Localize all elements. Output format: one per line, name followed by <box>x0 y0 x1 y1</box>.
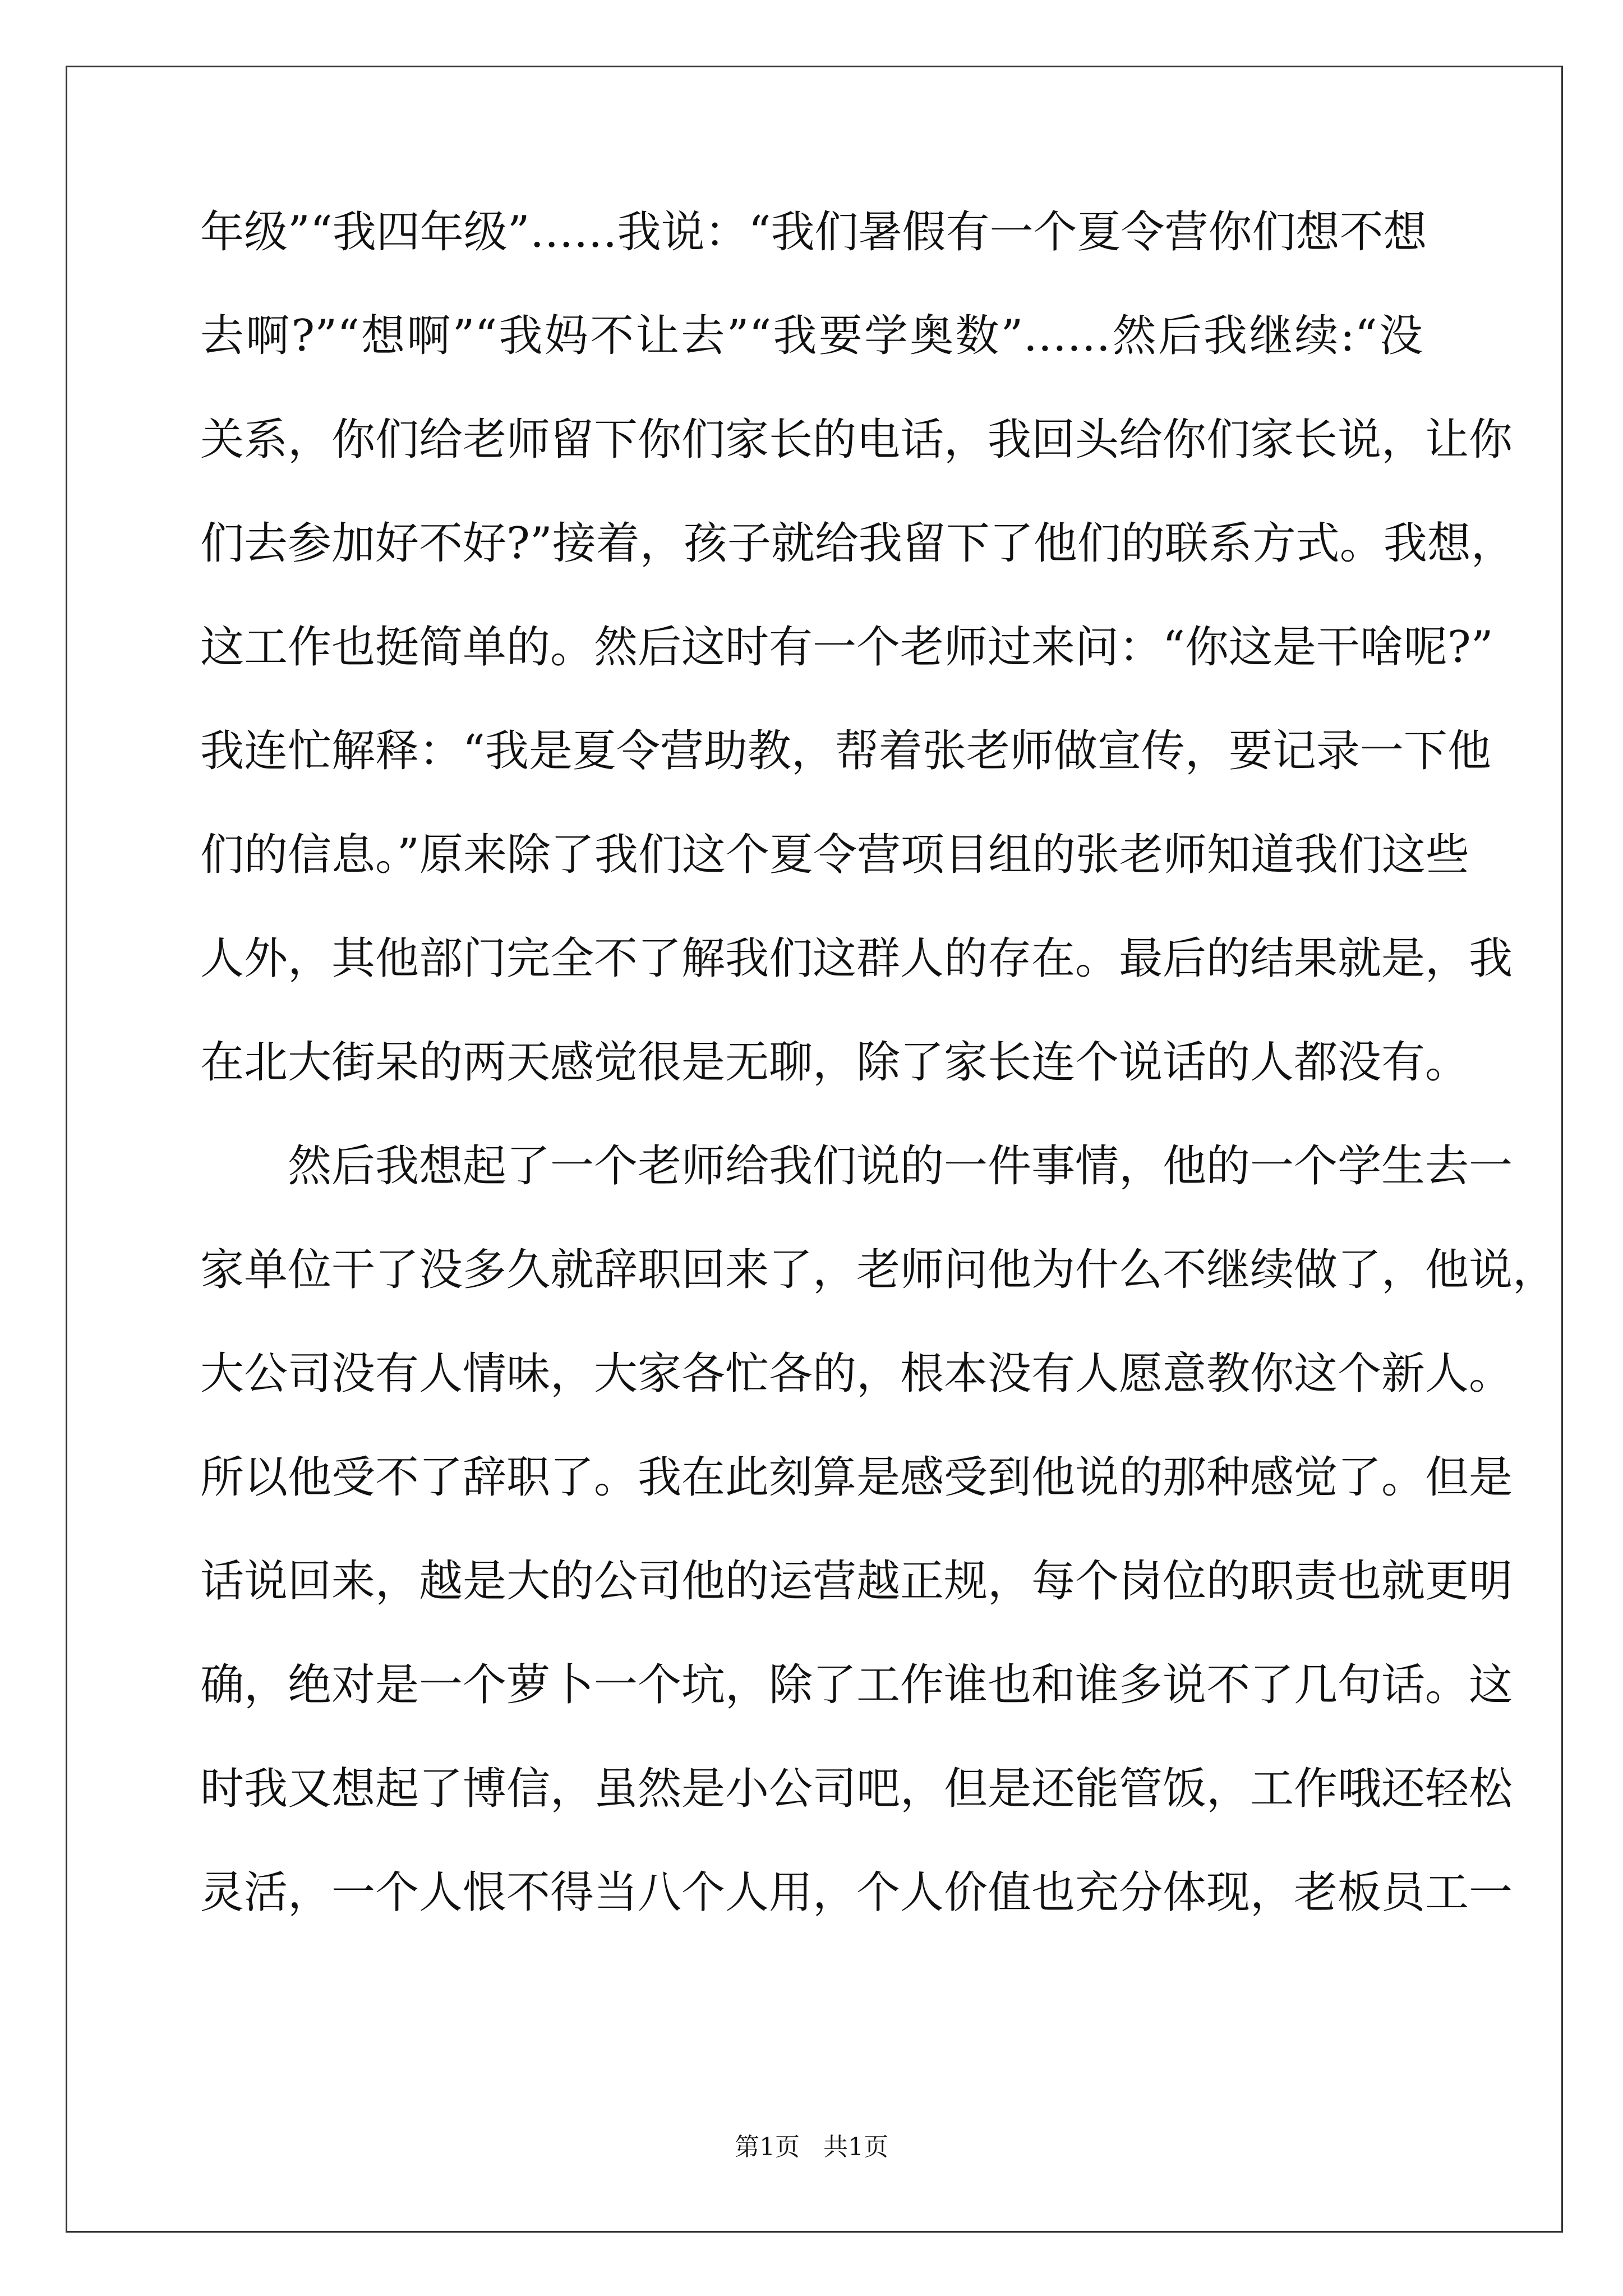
text-line: 人外，其他部门完全不了解我们这群人的存在。最后的结果就是，我 <box>200 933 1513 984</box>
text-line: 大公司没有人情味，大家各忙各的，根本没有人愿意教你这个新人。 <box>200 1349 1513 1399</box>
paragraph-first-line: 然后我想起了一个老师给我们说的一件事情，他的一个学生去一 <box>288 1141 1513 1191</box>
text-line: 话说回来，越是大的公司他的运营越正规，每个岗位的职责也就更明 <box>200 1556 1513 1607</box>
text-line: 去啊?”“想啊”“我妈不让去”“我要学奥数”……然后我继续:“没 <box>200 311 1423 361</box>
text-line: 关系，你们给老师留下你们家长的电话，我回头给你们家长说，让你 <box>200 415 1513 465</box>
text-line: 们的信息。”原来除了我们这个夏令营项目组的张老师知道我们这些 <box>200 830 1469 880</box>
text-line: 年级”“我四年级”……我说：“我们暑假有一个夏令营你们想不想 <box>200 207 1427 257</box>
text-line: 确，绝对是一个萝卜一个坑，除了工作谁也和谁多说不了几句话。这 <box>200 1660 1513 1710</box>
text-line: 灵活，一个人恨不得当八个人用，个人价值也充分体现，老板员工一 <box>200 1867 1513 1918</box>
text-line: 时我又想起了博信，虽然是小公司吧，但是还能管饭，工作哦还轻松 <box>200 1764 1513 1814</box>
text-line: 家单位干了没多久就辞职回来了，老师问他为什么不继续做了，他说， <box>200 1245 1557 1295</box>
text-line: 这工作也挺简单的。然后这时有一个老师过来问：“你这是干啥呢?” <box>200 622 1493 673</box>
text-line: 们去参加好不好?”接着，孩子就给我留下了他们的联系方式。我想， <box>200 518 1515 569</box>
text-line: 在北大街呆的两天感觉很是无聊，除了家长连个说话的人都没有。 <box>200 1037 1469 1088</box>
page-number-footer: 第1页 共1页 <box>735 2133 888 2161</box>
text-line: 我连忙解释：“我是夏令营助教，帮着张老师做宣传，要记录一下他 <box>200 726 1491 776</box>
text-line: 所以他受不了辞职了。我在此刻算是感受到他说的那种感觉了。但是 <box>200 1452 1513 1503</box>
